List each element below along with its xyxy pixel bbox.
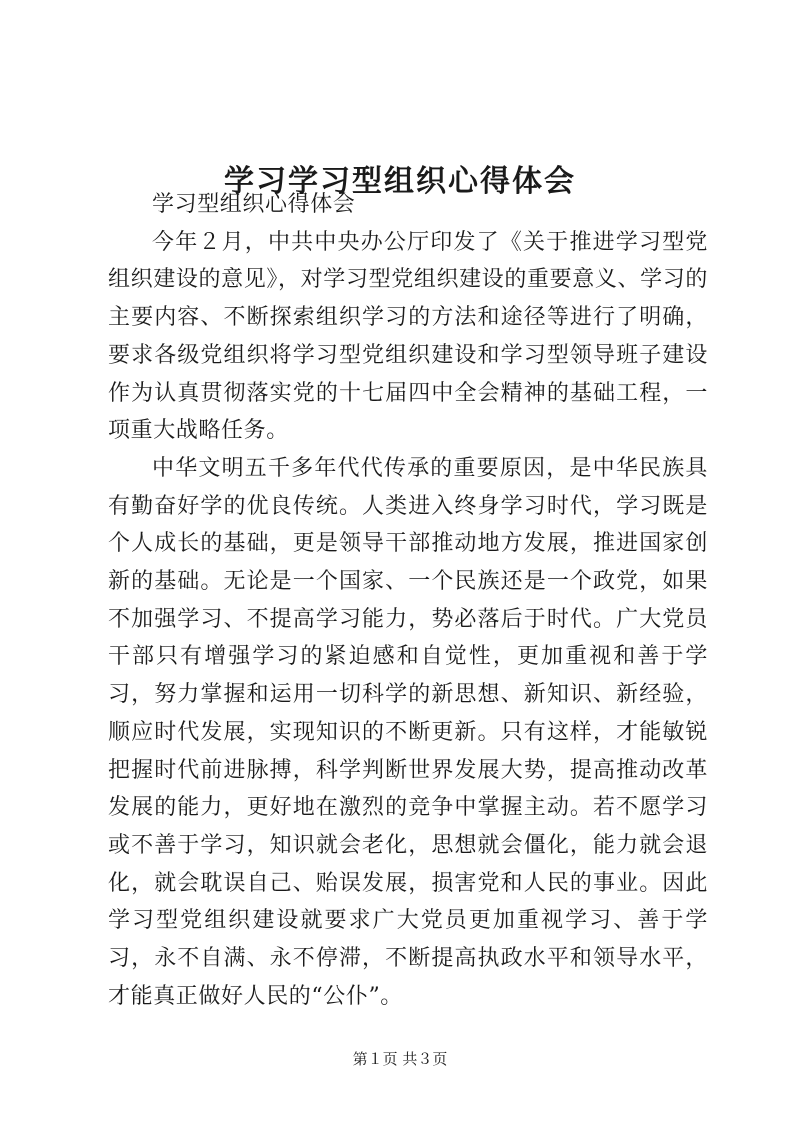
page-number-footer: 第１页 共３页 xyxy=(352,1050,448,1068)
paragraph-1: 今年２月，中共中央办公厅印发了《关于推进学习型党组织建设的意见》，对学习型党组织建设的重要意义、学习的主要内容、不断探索组织学习的方法和途径等进行了明确，要求各级党组织将学习型党组织建设和学习型领导班子建设作为认真贯彻落实党的十七届四中全会精神的基础工程，一项重大战略任务。 xyxy=(108,229,708,444)
document-subtitle: 学习型组织心得体会 xyxy=(152,192,356,217)
document-body xyxy=(108,186,708,1015)
paragraph-2: 中华文明五千多年代代传承的重要原因，是中华民族具有勤奋好学的优良传统。人类进入终身学习时代，学习既是个人成长的基础，更是领导干部推动地方发展，推进国家创新的基础。无论是一个国家、一个民族还是一个政党，如果不加强学习、不提高学习能力，势必落后于时代。广大党员干部只有增强学习的紧迫感和自觉性，更加重视和善于学习，努力掌握和运用一切科学的新思想、新知识、新经验，顺应时代发展，实现知识的不断更新。只有这样，才能敏锐把握时代前进脉搏，科学判断世界发展大势，提高推动改革发展的能力，更好地在激烈的竞争中掌握主动。若不愿学习或不善于学习，知识就会老化，思想就会僵化，能力就会退化，就会耽误自己、贻误发展，损害党和人民的事业。因此学习型党组织建设就要求广大党员更加重视学习、善于学习，永不自满、永不停滞，不断提高执政水平和领导水平，才能真正做好人民的“公仆”。 xyxy=(108,455,708,1009)
document-title: 学习学习型组织心得体会 xyxy=(224,164,576,200)
